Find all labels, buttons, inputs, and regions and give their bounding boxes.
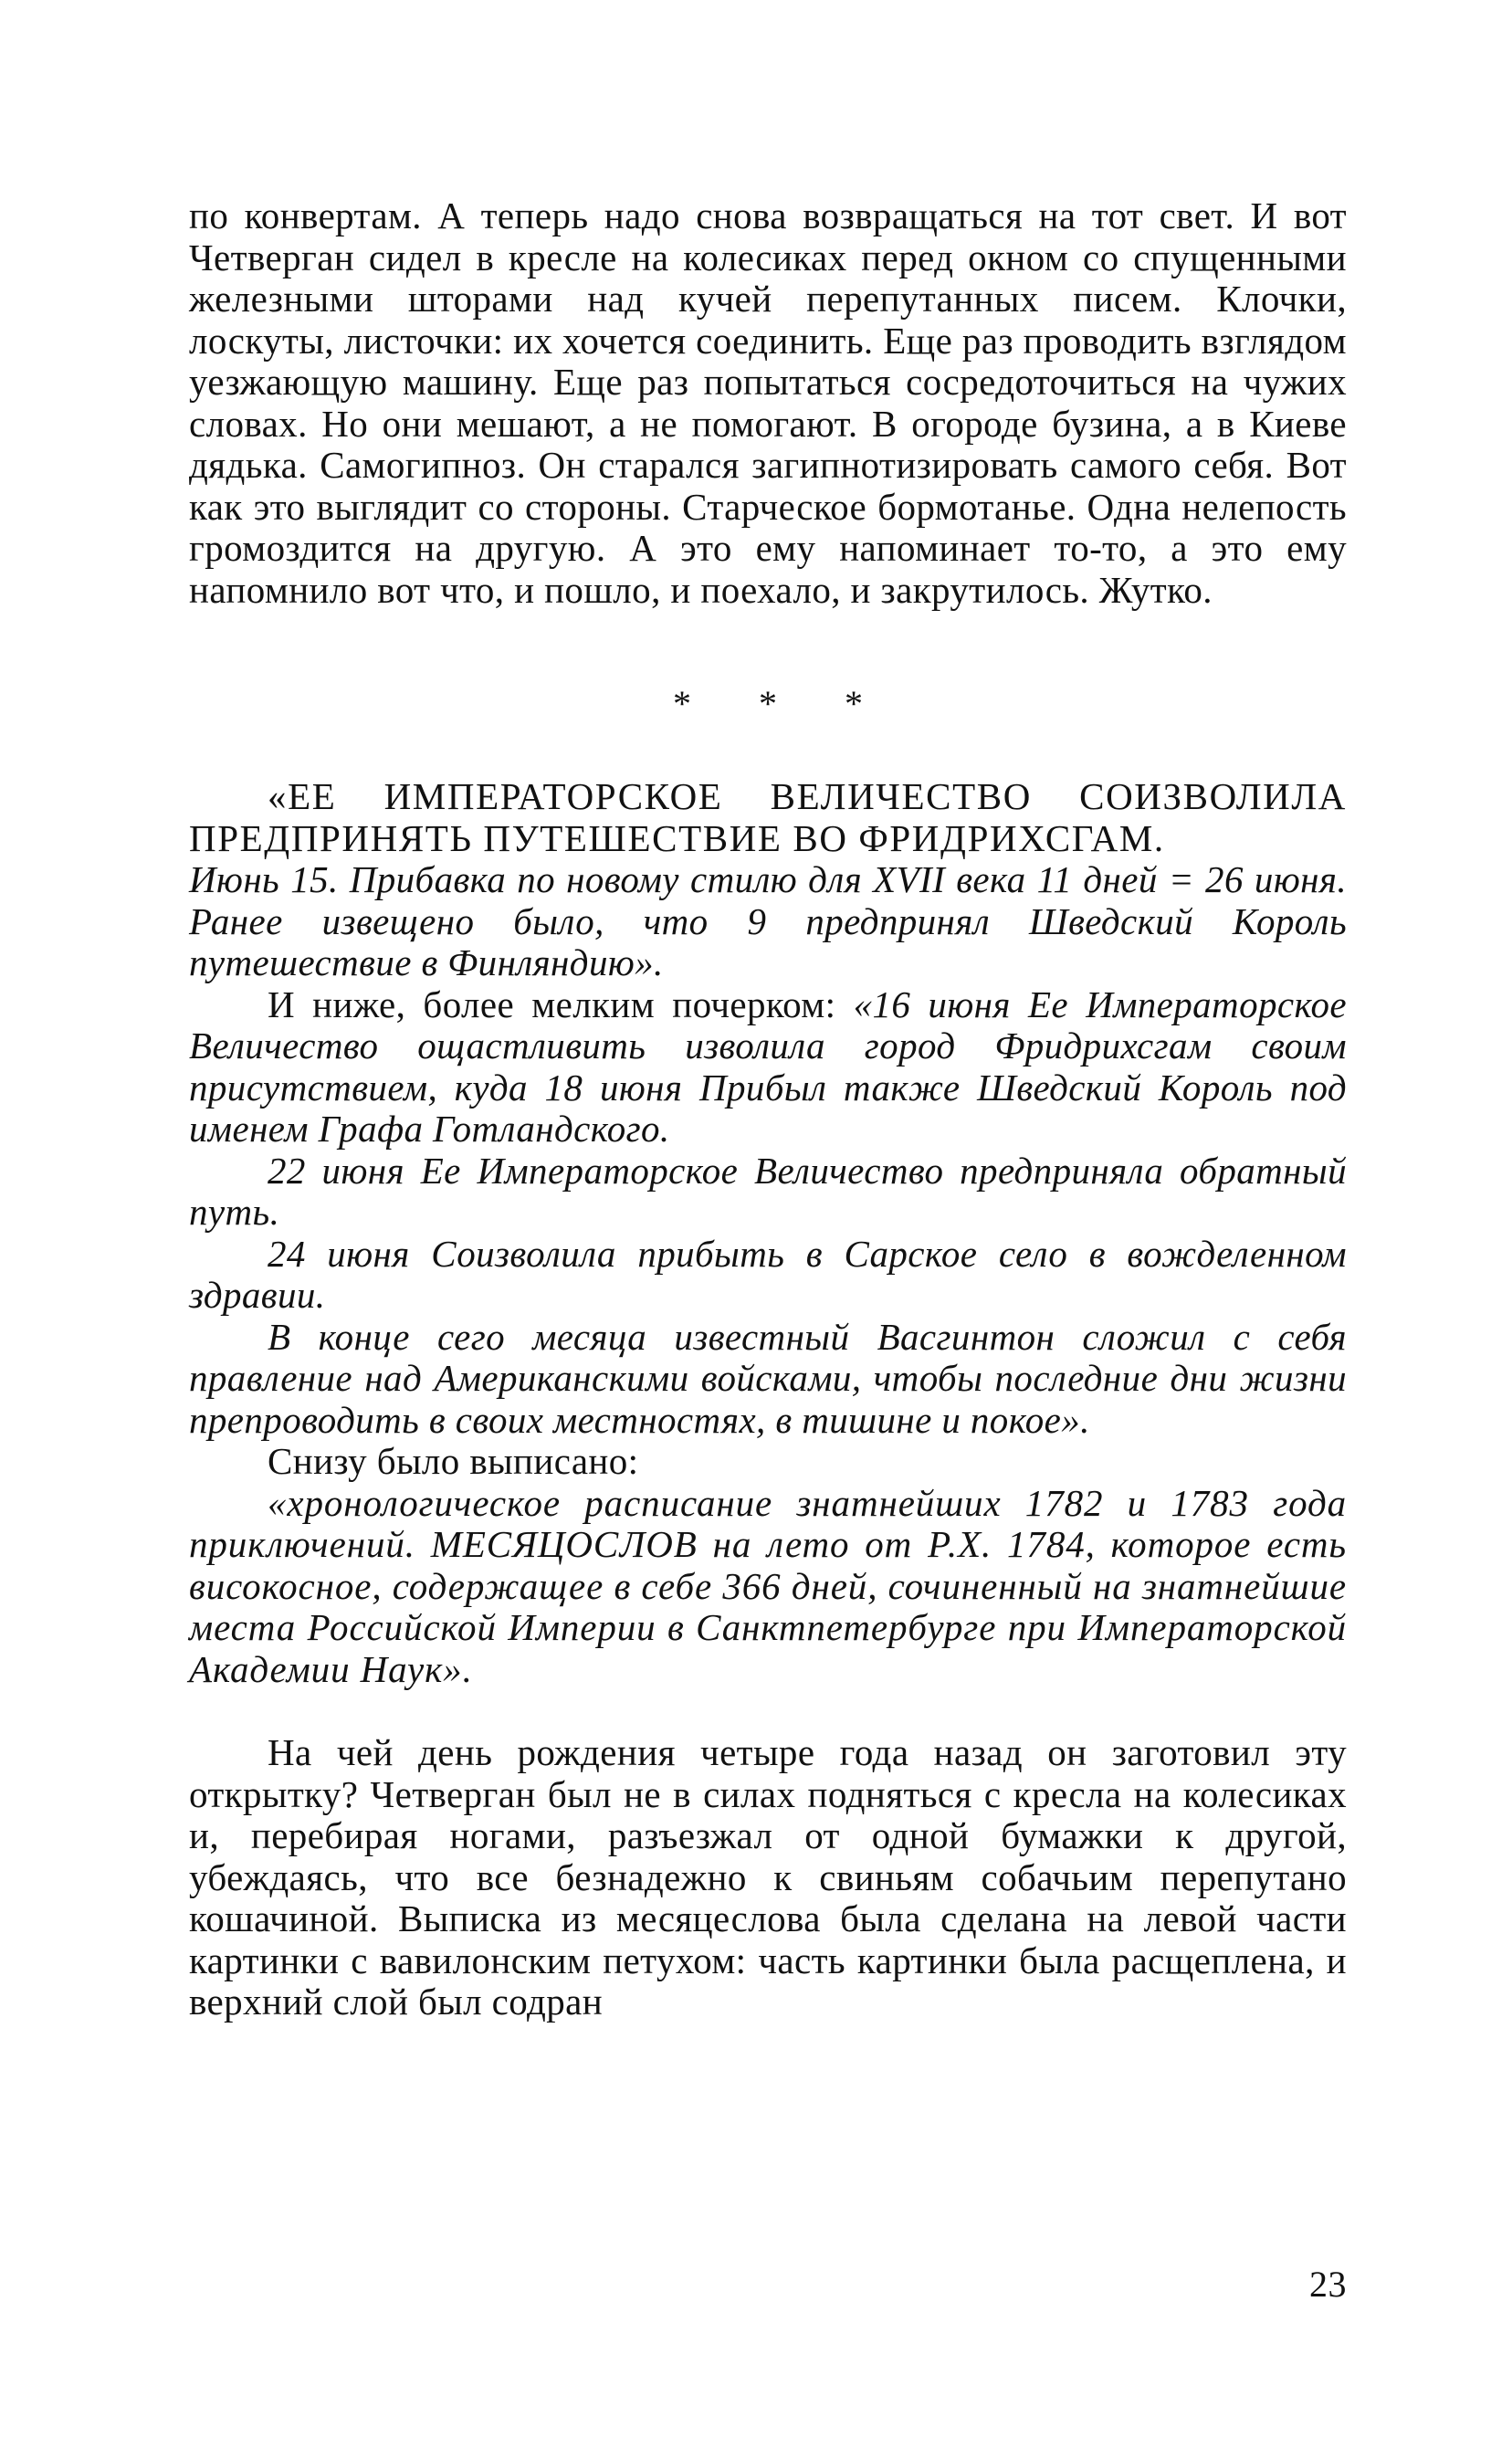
- opening-paragraph: по конвертам. А теперь надо снова возвращаться на тот свет. И вот Четверган сидел в кресле на колесиках перед окном со спущенными железными шторами над кучей перепутанных писем. Клочки, лоскуты, листочки: их хочется соединить. Еще раз проводить взглядом уезжающую машину. Еще раз попытаться сосредоточиться на чужих словах. Но они мешают, а не помогают. В огороде бузина, а в Киеве дядька. Самогипноз. Он старался загипнотизировать самого себя. Вот как это выглядит со стороны. Старческое бормотанье. Одна нелепость громоздится на другую. А это ему напоминает то-то, а это ему напомнило вот что, и пошло, и поехало, и закрутилось. Жутко.: [189, 194, 1347, 611]
- handwriting-intro: И ниже, более мелким почерком:: [268, 983, 854, 1025]
- entry-washington: В конце сего месяца известный Васгинтон сложил с себя правление над Американскими войсками, чтобы последние дни жизни препроводить в своих местностях, в тишине и покое».: [189, 1315, 1347, 1441]
- entry-june-22: 22 июня Ее Императорское Величество предприняла обратный путь.: [189, 1149, 1347, 1233]
- entry-june-24: 24 июня Соизволила прибыть в Сарское село в вожделенном здравии.: [189, 1232, 1347, 1316]
- handwriting-paragraph: [189, 984, 1347, 1151]
- clipping-continuation: Июнь 15. Прибавка по новому стилю для XVII века 11 дней = 26 июня. Ранее извещено было, что 9 предпринял Шведский Король путешествие в Финляндию».: [189, 858, 1347, 983]
- section-break-asterisks: * * *: [673, 683, 892, 724]
- below-intro: Снизу было выписано:: [268, 1440, 639, 1482]
- calendar-quote: «хронологическое расписание знатнейших 1782 и 1783 года приключений. МЕСЯЦОСЛОВ на лето от Р.Х. 1784, которое есть високосное, содержащее в себе 366 дней, сочиненный на знатнейшие места Российской Империи в Санктпетербурге при Императорской Академии Наук».: [189, 1481, 1347, 1690]
- handwriting-note: «16 июня Ее Императорское Величество ощастливить изволила город Фридрихсгам своим присутствием, куда 18 июня Прибыл также Шведский Король под именем Графа Готландского.: [189, 983, 1347, 1150]
- page-number: 23: [1309, 2264, 1347, 2305]
- book-page: [189, 195, 1347, 2023]
- calendar-quote-block: [189, 1483, 1347, 1691]
- clipping-headline: «ЕЕ ИМПЕРАТОРСКОЕ ВЕЛИЧЕСТВО СОИЗВОЛИЛА ПРЕДПРИНЯТЬ ПУТЕШЕСТВИЕ ВО ФРИДРИХСГАМ.: [189, 775, 1347, 859]
- closing-paragraph: На чей день рождения четыре года назад он заготовил эту открытку? Четверган был не в силах подняться с кресла на колесиках и, перебирая ногами, разъезжал от одной бумажки к другой, убеждаясь, что все безнадежно к свиньям собачьим перепутано кошачиной. Выписка из месяцеслова была сделана на левой части картинки с вавилонским петухом: часть картинки была расщеплена, и верхний слой был содран: [189, 1731, 1347, 2023]
